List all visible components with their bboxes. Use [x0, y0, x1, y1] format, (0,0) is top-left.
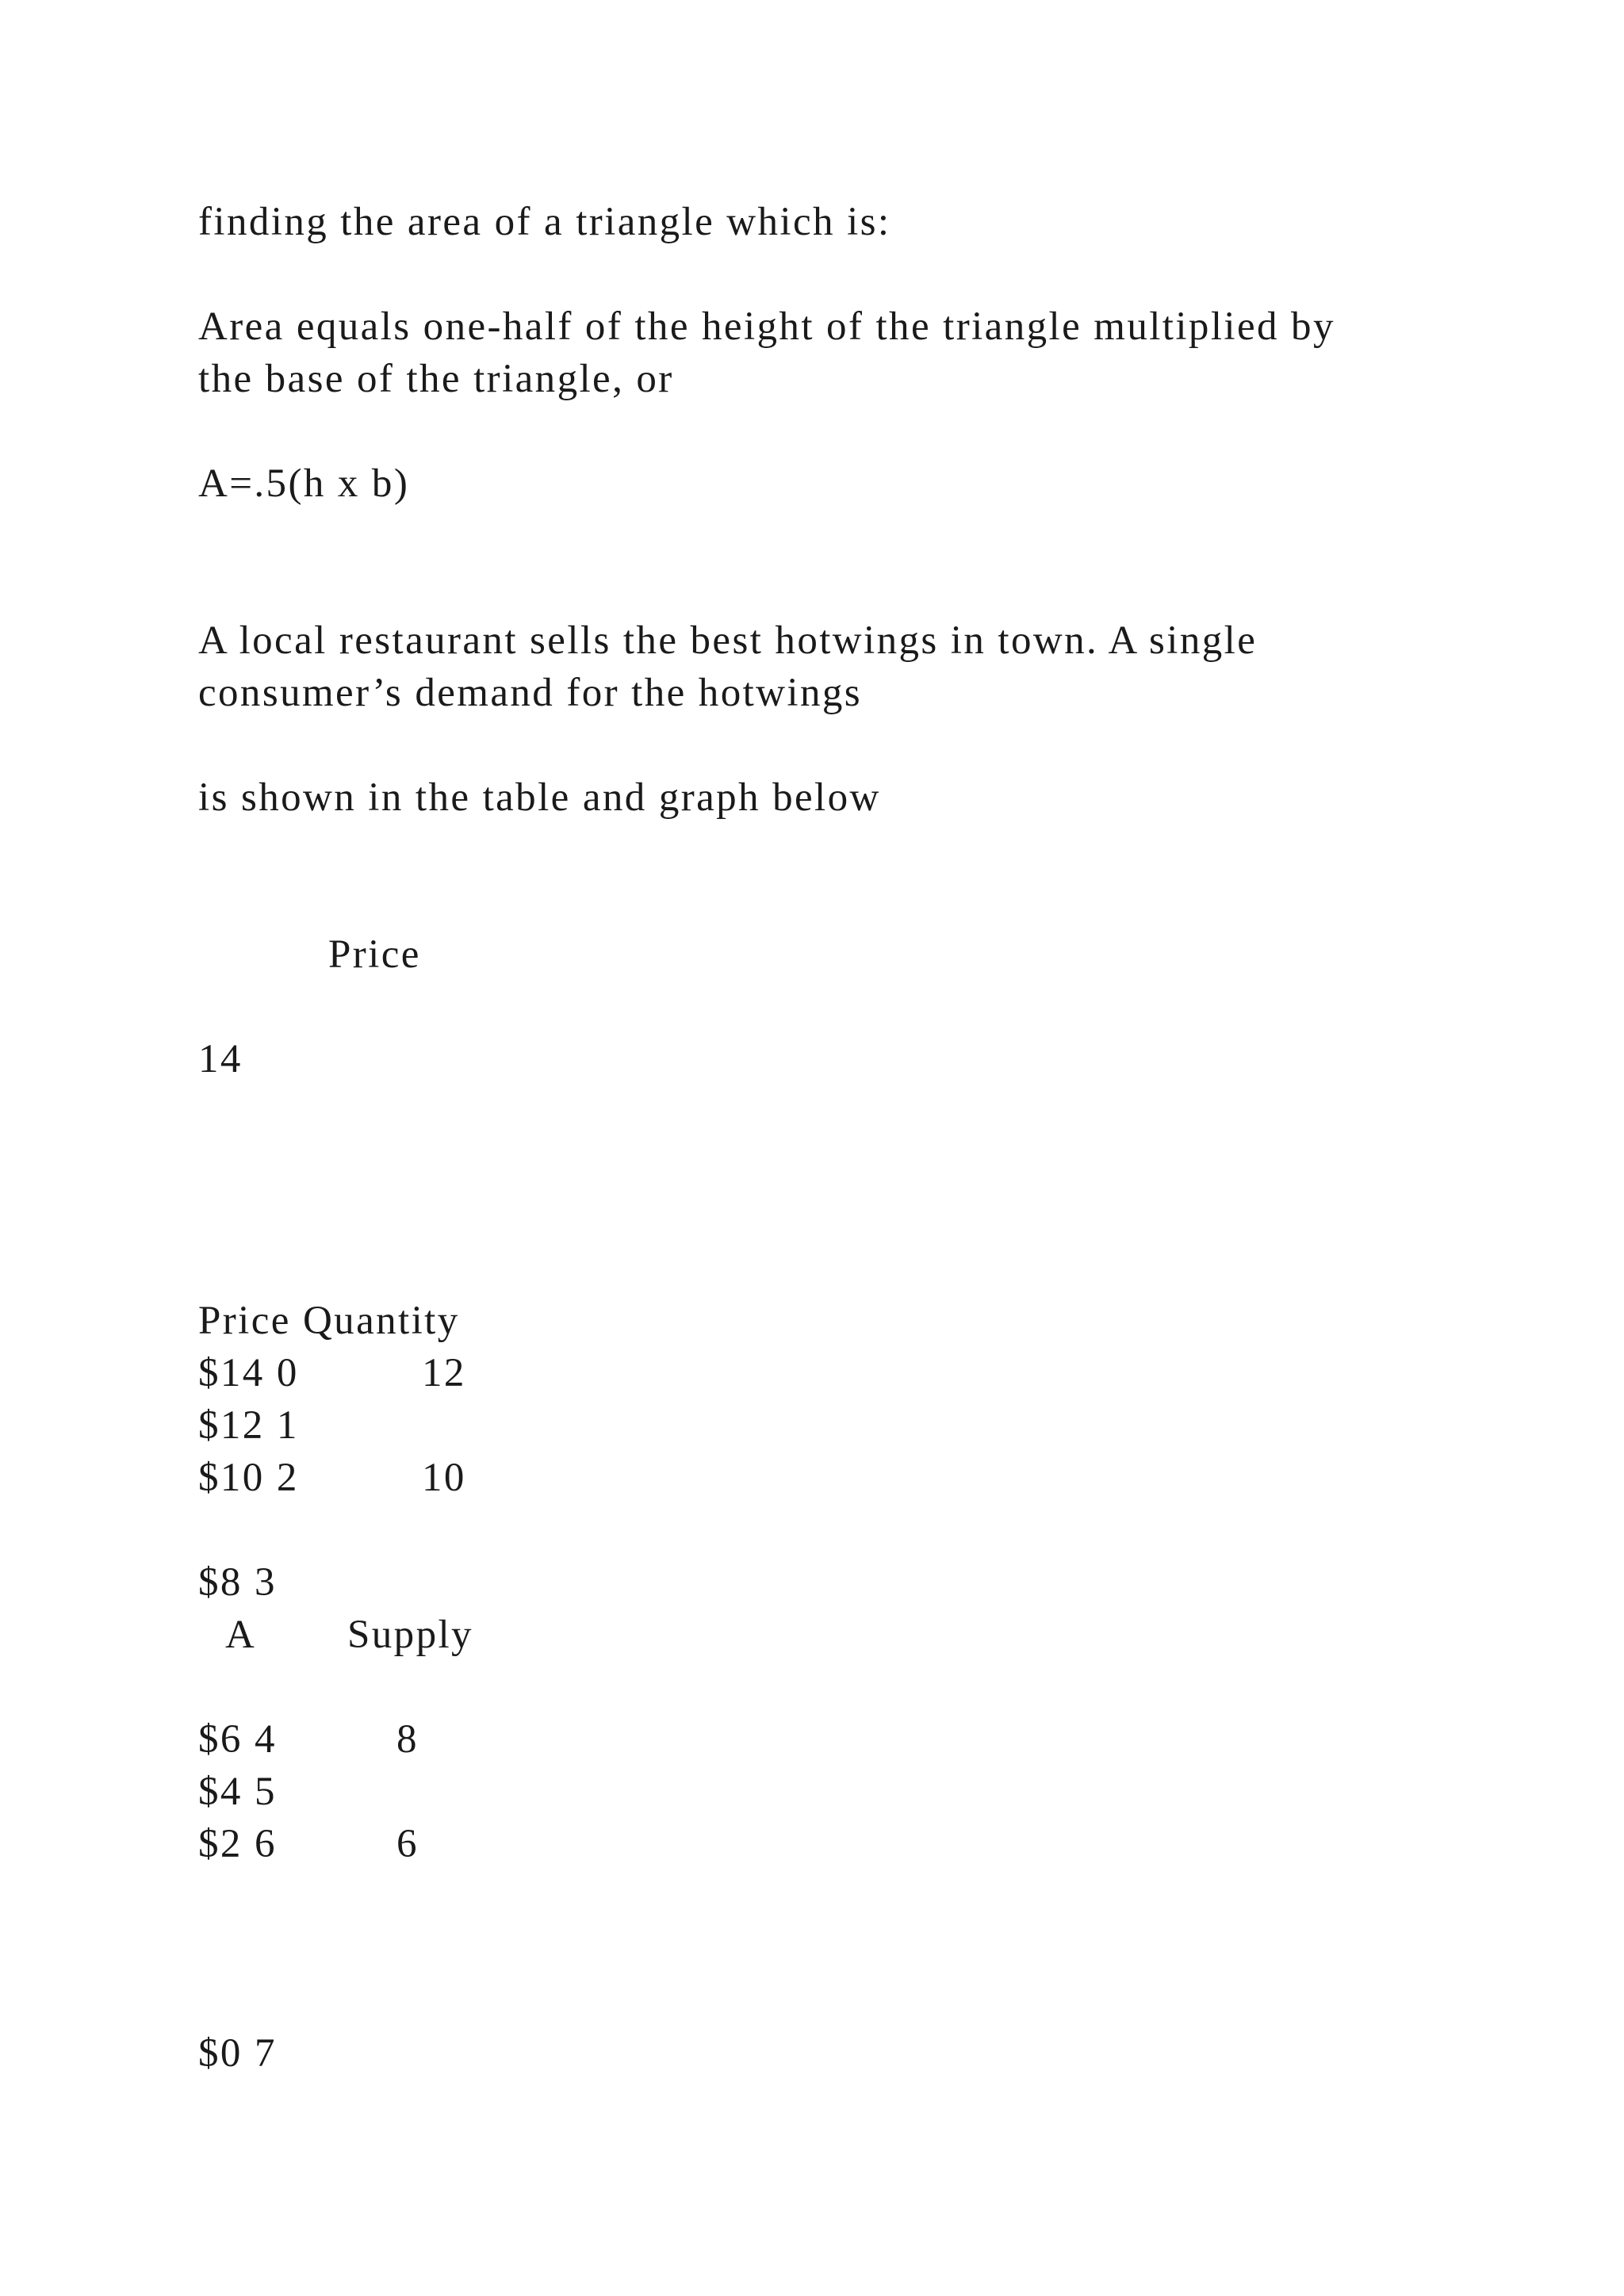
- table-row: $8 3: [198, 1560, 277, 1605]
- table-row: $2 6: [198, 1822, 277, 1866]
- table-row: $6 4: [198, 1717, 277, 1762]
- intro-line: Area equals one-half of the height of the triangle multiplied by: [198, 304, 1335, 349]
- table-row: $10 2: [198, 1456, 299, 1500]
- problem-line: is shown in the table and graph below: [198, 775, 881, 820]
- intro-line: the base of the triangle, or: [198, 357, 674, 401]
- intro-line: finding the area of a triangle which is:: [198, 200, 891, 244]
- problem-line: A local restaurant sells the best hotwings in town. A single: [198, 618, 1258, 663]
- table-row: $0 7: [198, 2031, 277, 2076]
- supply-label: Supply: [347, 1613, 473, 1657]
- point-label: A: [225, 1613, 257, 1657]
- axis-tick-label: 14: [198, 1037, 243, 1081]
- table-row: $12 1: [198, 1403, 299, 1448]
- price-axis-label: Price: [328, 932, 421, 977]
- table-row: $4 5: [198, 1770, 277, 1814]
- axis-tick-label: 8: [396, 1717, 419, 1762]
- problem-line: consumer’s demand for the hotwings: [198, 671, 863, 715]
- axis-tick-label: 12: [422, 1351, 466, 1395]
- area-formula: A=.5(h x b): [198, 461, 410, 506]
- table-row: $14 0: [198, 1351, 299, 1395]
- table-header: Price Quantity: [198, 1299, 460, 1343]
- axis-tick-label: 10: [422, 1456, 466, 1500]
- axis-tick-label: 6: [396, 1822, 419, 1866]
